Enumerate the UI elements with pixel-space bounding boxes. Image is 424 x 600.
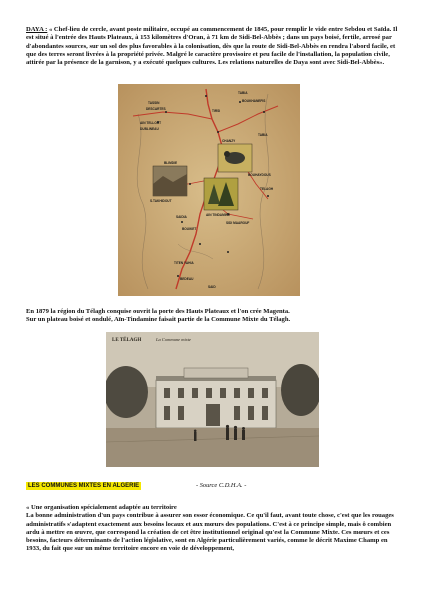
map-label: CHANZY <box>222 139 236 143</box>
section-title: LES COMMUNES MIXTES EN ALGERIE <box>28 483 140 489</box>
map-label: SIDI MAAROUF <box>226 221 250 225</box>
map-label: BOUIKET <box>182 227 197 231</box>
map-label: DESCARTES <box>146 107 166 111</box>
source-citation: - Source C.D.H.A. - <box>196 482 247 489</box>
middle-line-2: Sur un plateau boisé et ondulé, Aïn-Tindamine faisait partie de la Commune Mixte du Télagh. <box>26 316 291 324</box>
map-label: TASSIN <box>148 101 160 105</box>
map-label: DUBLINEAU <box>140 127 159 131</box>
middle-line-1: En 1879 la région du Télagh conquise ouvrit la porte des Hauts Plateaux et l'on crée Magenta. <box>26 308 290 315</box>
body-paragraph <box>26 504 401 554</box>
map-label: SAID <box>208 285 216 289</box>
map-label: TIRSI <box>212 109 221 113</box>
map-label: BLIMDIE <box>164 161 178 165</box>
map-label: S.TAKHIDOUT <box>150 199 172 203</box>
map-label: SAIDIA <box>176 215 187 219</box>
map-label: BOUKHANEFIS <box>242 99 266 103</box>
body-text: La bonne administration d'un pays contribue à assurer son essor économique. Ce qu'il faut, avant toute chose, c'est que les rouages administratifs s'adaptent exactement aux besoins locaux et aux mœurs des populations. C'est à ce principe simple, mais ô combien ardu à mettre en œuvre, que correspond la création de cet être institutionnel original qu'est la Commune Mixte. Ces mœurs et ces besoins, facteurs déterminants de l'action législative, sont en Algérie particulièrement variés, comme le décrit Maxime Champ en 1933, du fait que sur un même territoire encore en voie de développement, <box>26 512 394 553</box>
telagh-photo <box>106 332 319 467</box>
photo-caption-left: LE TÉLAGH <box>112 338 142 343</box>
map-label: TABIA <box>238 91 248 95</box>
intro-paragraph <box>26 26 401 67</box>
intro-label: DAYA : <box>26 26 48 33</box>
region-map <box>118 84 300 296</box>
photo-caption-right: La Commune mixte <box>156 337 191 342</box>
intro-text: « Chef-lieu de cercle, avant poste militaire, occupé au commencement de 1845, pour remplir le vide entre Sebdou et Saïda. Il est situé à l'entrée des Hauts Plateaux, à 153 kilomètres d'Oran, à 71 km de Sidi-Bel-Abbès ; dans un pays boisé, fertile, arrosé par d'abondantes sources, sur un sol des plus favorables à la colonisation, dès que la route de Sidi-Bel-Abbès en rendra l'abord facile, et que des terres seront livrées à la propriété privée. Malgré le caractère provisoire et peu facile de l'installation, la population civile, attirée par la présence de la garnison, y a exécuté quelques cultures. Les relations naturelles de Daya sont avec Sidi-Bel-Abbès». <box>26 26 398 67</box>
section-heading-row <box>26 482 401 492</box>
body-heading: « Une organisation spécialement adaptée au territoire <box>26 504 177 511</box>
middle-paragraph <box>26 308 401 325</box>
map-label: TITEN YAHIA <box>174 261 194 265</box>
map-label: TABIA <box>258 133 268 137</box>
map-label: TELAGH <box>260 187 274 191</box>
map-label: AIN TINDAMINE <box>206 213 231 217</box>
map-label: BOUHAYDOUS <box>248 173 271 177</box>
map-label: BEDEAU <box>180 277 194 281</box>
map-label: AIN TELLOUT <box>140 121 162 125</box>
